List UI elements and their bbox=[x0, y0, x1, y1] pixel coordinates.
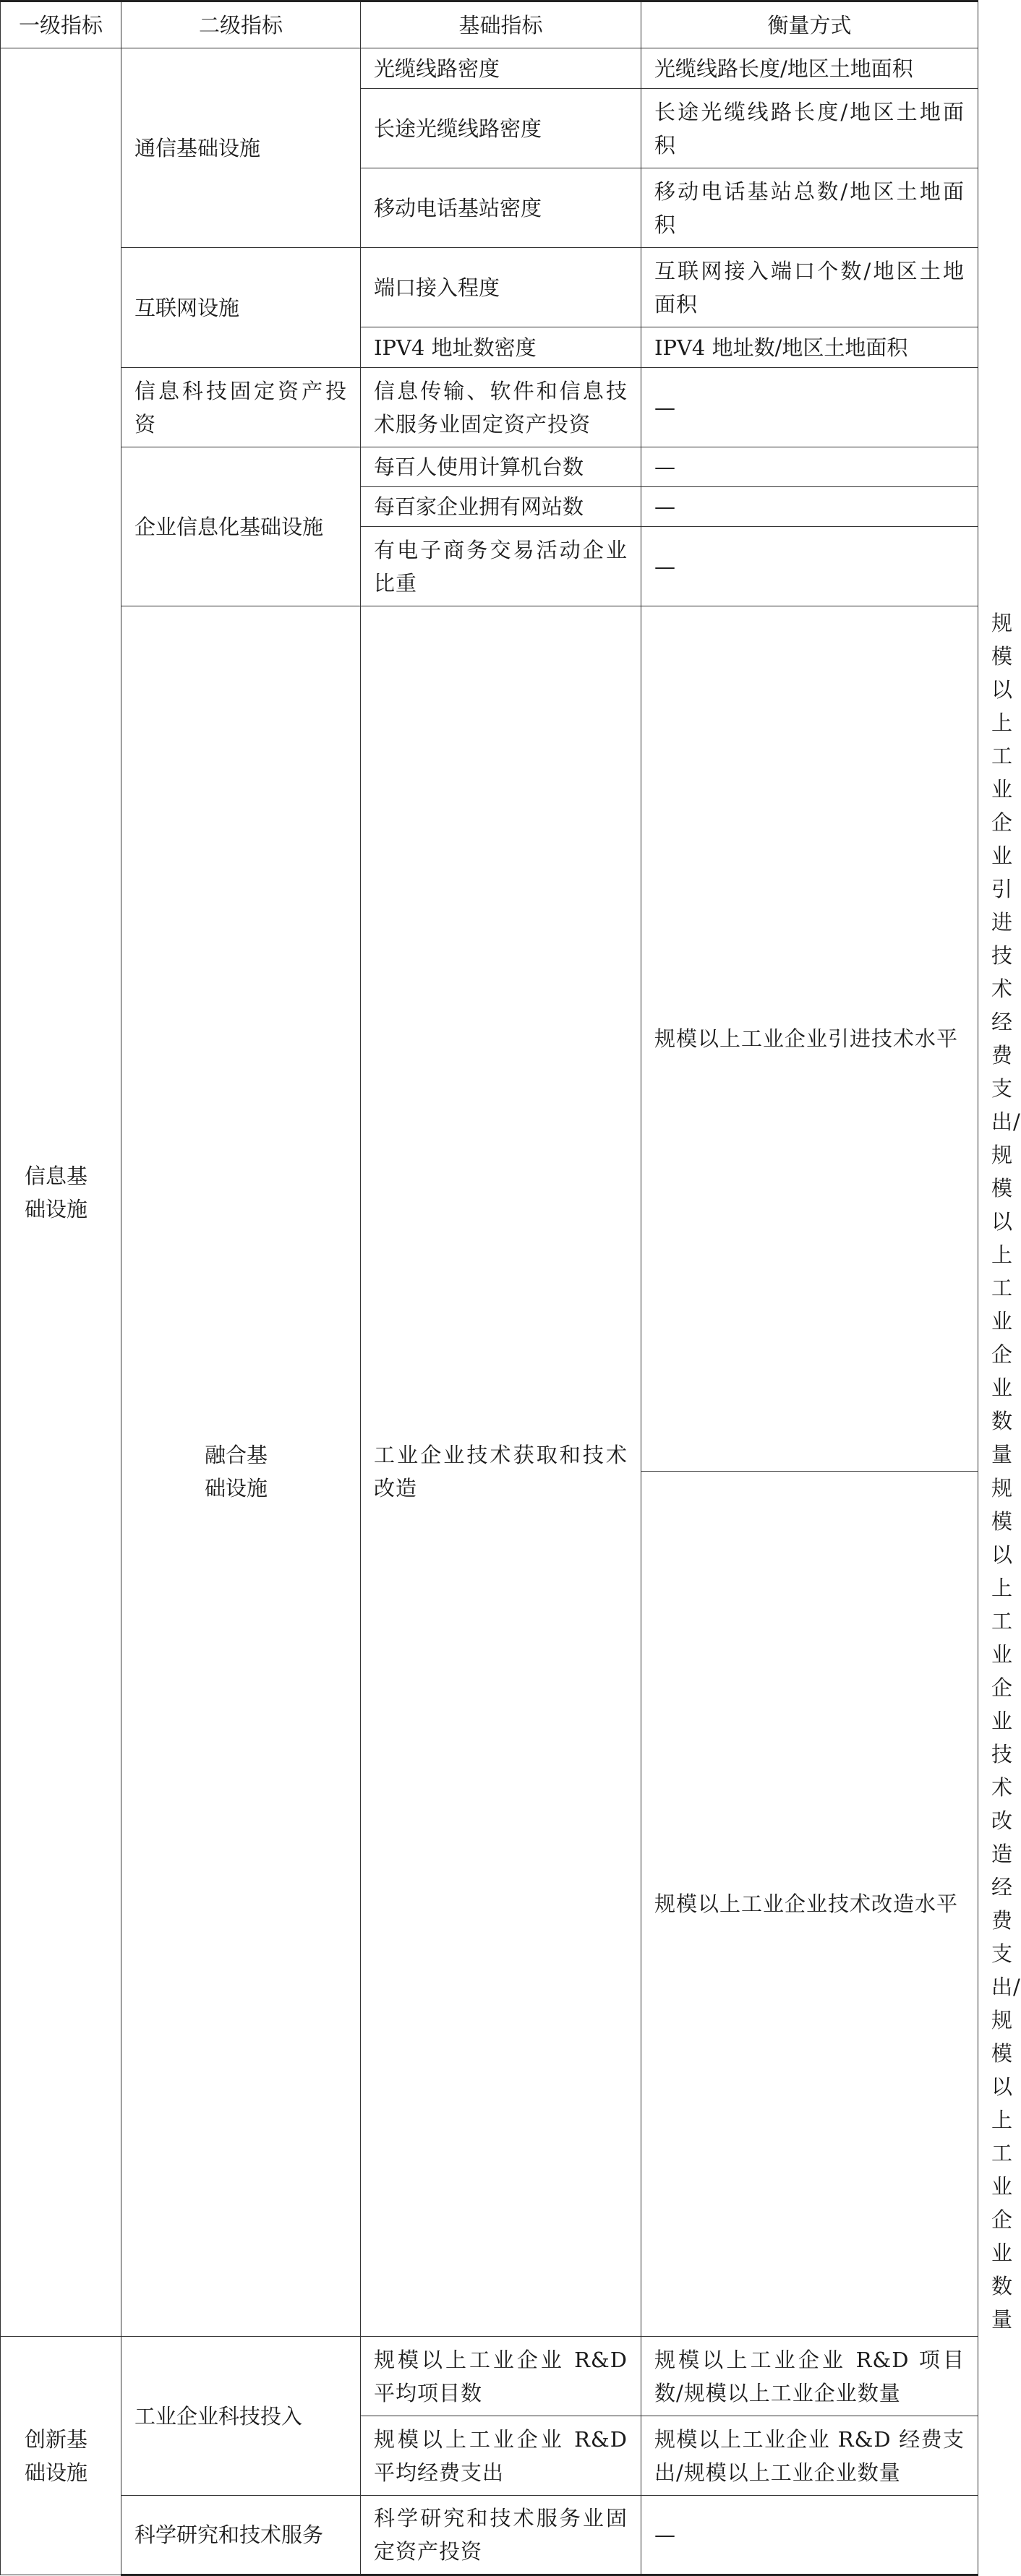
header-measure: 衡量方式 bbox=[641, 1, 978, 48]
indicator-cell: 端口接入程度 bbox=[361, 248, 641, 327]
level2-cell: 企业信息化基础设施 bbox=[121, 447, 361, 606]
measure-cell: 移动电话基站总数/地区土地面积 bbox=[641, 168, 978, 248]
measure-cell: 光缆线路长度/地区土地面积 bbox=[641, 48, 978, 89]
table-row bbox=[1, 2496, 978, 2575]
level2-cell: 工业企业技术获取和技术改造 bbox=[361, 606, 641, 2337]
level2-cell: 信息科技固定资产投资 bbox=[121, 368, 361, 447]
header-level2: 二级指标 bbox=[121, 1, 361, 48]
table-row: 规模以上工业企业技术改造水平 规模以上工业企业技术改造经费支出/规模以上工业企业数量 bbox=[1, 1472, 978, 2337]
indicator-cell: 每百人使用计算机台数 bbox=[361, 447, 641, 487]
measure-cell: IPV4 地址数/地区土地面积 bbox=[641, 327, 978, 368]
level2-cell: 科学研究和技术服务 bbox=[121, 2496, 361, 2575]
measure-cell: 规模以上工业企业 R&D 经费支出/规模以上工业企业数量 bbox=[641, 2416, 978, 2496]
level2-cell: 互联网设施 bbox=[121, 248, 361, 368]
table-row bbox=[1, 447, 978, 487]
indicator-cell: 有电子商务交易活动企业比重 bbox=[361, 527, 641, 606]
table-row bbox=[1, 248, 978, 327]
indicator-cell: 光缆线路密度 bbox=[361, 48, 641, 89]
level1-cell bbox=[121, 606, 361, 2337]
measure-cell: — bbox=[641, 368, 978, 447]
level1-line: 信息基 bbox=[25, 1163, 88, 1188]
level1-line: 创新基 bbox=[25, 2426, 88, 2452]
table-row bbox=[1, 48, 978, 89]
level1-line: 础设施 bbox=[205, 1475, 268, 1500]
measure-cell: — bbox=[641, 447, 978, 487]
table-row bbox=[1, 2337, 978, 2416]
level1-cell bbox=[1, 48, 121, 2337]
indicator-cell: 规模以上工业企业 R&D 平均项目数 bbox=[361, 2337, 641, 2416]
header-level1: 一级指标 bbox=[1, 1, 121, 48]
level1-line: 础设施 bbox=[25, 2460, 88, 2485]
table-row bbox=[1, 368, 978, 447]
indicator-cell: 每百家企业拥有网站数 bbox=[361, 487, 641, 527]
measure-cell: — bbox=[641, 527, 978, 606]
indicator-cell: 信息传输、软件和信息技术服务业固定资产投资 bbox=[361, 368, 641, 447]
indicator-cell: 规模以上工业企业 R&D 平均经费支出 bbox=[361, 2416, 641, 2496]
level1-line: 础设施 bbox=[25, 1196, 88, 1222]
measure-cell: 互联网接入端口个数/地区土地面积 bbox=[641, 248, 978, 327]
level2-cell: 工业企业科技投入 bbox=[121, 2337, 361, 2496]
level2-cell: 通信基础设施 bbox=[121, 48, 361, 248]
measure-cell: 长途光缆线路长度/地区土地面积 bbox=[641, 89, 978, 168]
measure-cell: — bbox=[641, 2496, 978, 2575]
indicator-cell: 移动电话基站密度 bbox=[361, 168, 641, 248]
header-indicator: 基础指标 bbox=[361, 1, 641, 48]
indicator-cell: 规模以上工业企业技术改造水平 bbox=[641, 1472, 978, 2337]
indicator-cell: IPV4 地址数密度 bbox=[361, 327, 641, 368]
header-row bbox=[1, 1, 978, 48]
measure-cell: 规模以上工业企业 R&D 项目数/规模以上工业企业数量 bbox=[641, 2337, 978, 2416]
measure-cell: — bbox=[641, 487, 978, 527]
indicator-cell: 科学研究和技术服务业固定资产投资 bbox=[361, 2496, 641, 2575]
indicator-cell: 长途光缆线路密度 bbox=[361, 89, 641, 168]
level1-line: 融合基 bbox=[205, 1442, 268, 1467]
table-row: 融合基 础设施 工业企业技术获取和技术改造 规模以上工业企业引进技术水平 规模以上工业企业引进技术经费支出/规模以上工业企业数量 bbox=[1, 606, 978, 1472]
level1-cell bbox=[1, 2337, 121, 2575]
indicator-cell: 规模以上工业企业引进技术水平 bbox=[641, 606, 978, 1472]
